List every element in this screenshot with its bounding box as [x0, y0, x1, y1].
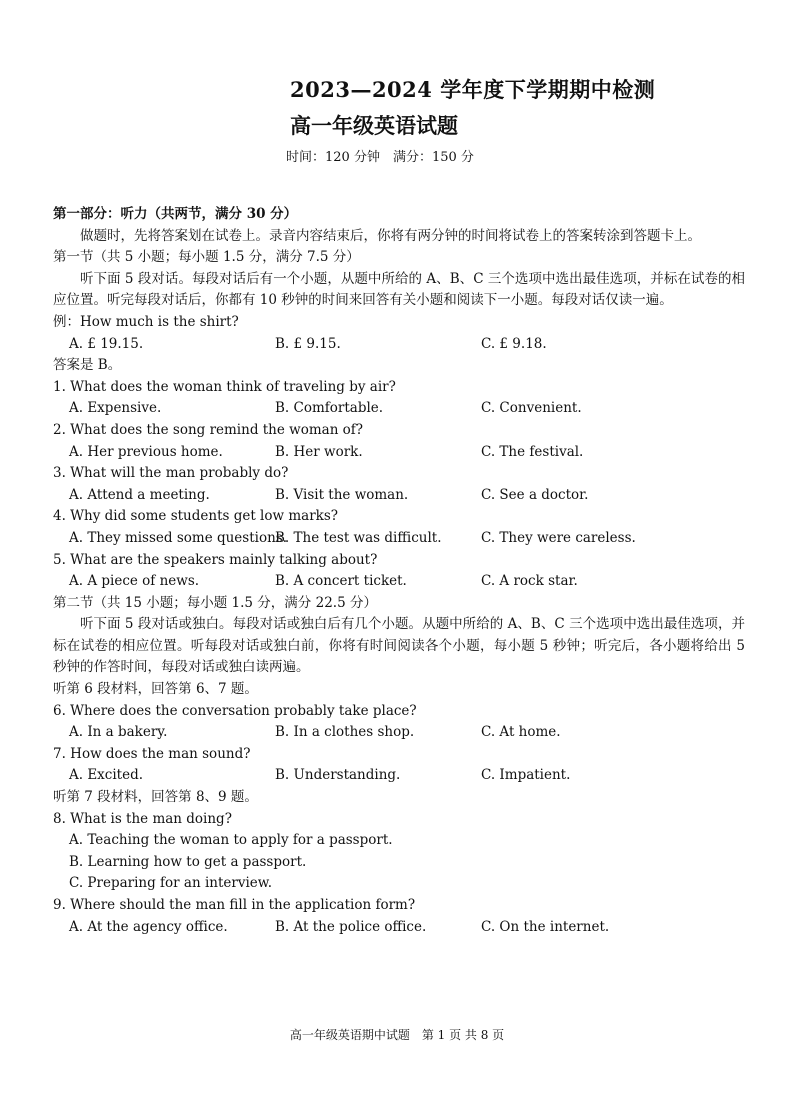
- option-c: C. At home.: [481, 724, 561, 741]
- section1-instructions: 听下面 5 段对话。每段对话后有一个小题，从题中所给的 A、B、C 三个选项中选出最佳选项，并标在试卷的相应位置。听完每段对话后，你都有 10 秒钟的时间来回答有关小题和阅读下一小题。每段对话仅读一遍。: [53, 270, 745, 309]
- option-a: A. Attend a meeting.: [69, 486, 210, 503]
- option-a: A. In a bakery.: [69, 724, 168, 741]
- option-b: B. Visit the woman.: [275, 486, 409, 503]
- option-a: A. A piece of news.: [69, 573, 200, 590]
- exam-subtitle: 高一年级英语试题: [290, 113, 458, 138]
- option-b: B. Understanding.: [275, 767, 401, 784]
- option-b: B. Learning how to get a passport.: [69, 853, 307, 870]
- question-options: [53, 442, 745, 464]
- question-options: [53, 765, 745, 787]
- question-stem: 7. How does the man sound?: [53, 745, 251, 762]
- option-a: A. Excited.: [69, 767, 144, 784]
- option-c: C. Preparing for an interview.: [69, 875, 273, 892]
- question-stem: 5. What are the speakers mainly talking about?: [53, 551, 378, 568]
- option-a: A. At the agency office.: [69, 918, 228, 935]
- part1-instructions: 做题时，先将答案划在试卷上。录音内容结束后，你将有两分钟的时间将试卷上的答案转涂到答题卡上。: [80, 227, 701, 244]
- question-stem: 1. What does the woman think of traveling by air?: [53, 378, 396, 395]
- question-stem: 4. Why did some students get low marks?: [53, 508, 338, 525]
- option-c: C. £ 9.18.: [481, 335, 547, 352]
- question-options: [53, 571, 745, 593]
- option-b: B. A concert ticket.: [275, 573, 407, 590]
- option-a: A. Her previous home.: [69, 443, 223, 460]
- option-a: A. Expensive.: [69, 400, 162, 417]
- page-footer: 高一年级英语期中试题 第 1 页 共 8 页: [289, 1028, 505, 1042]
- question-options: [53, 722, 745, 744]
- option-b: B. At the police office.: [275, 918, 427, 935]
- example-answer: 答案是 B。: [53, 357, 122, 374]
- section1-heading: 第一节（共 5 小题；每小题 1.5 分，满分 7.5 分）: [53, 249, 360, 266]
- exam-body: [53, 204, 745, 938]
- material7-label: 听第 7 段材料，回答第 8、9 题。: [53, 789, 258, 806]
- question-stem: 6. Where does the conversation probably take place?: [53, 702, 417, 719]
- option-c: C. On the internet.: [481, 918, 610, 935]
- option-a: A. They missed some questions.: [69, 529, 288, 546]
- material6-label: 听第 6 段材料，回答第 6、7 题。: [53, 681, 258, 698]
- option-c: C. They were careless.: [481, 529, 636, 546]
- exam-title: 2023—2024 学年度下学期期中检测: [290, 77, 656, 102]
- option-b: B. In a clothes shop.: [275, 724, 415, 741]
- question-options: [53, 398, 745, 420]
- section2-heading: 第二节（共 15 小题；每小题 1.5 分，满分 22.5 分）: [53, 594, 377, 611]
- section2-instructions: 听下面 5 段对话或独白。每段对话或独白后有几个小题。从题中所给的 A、B、C 三个选项中选出最佳选项，并标在试卷的相应位置。听每段对话或独白前，你将有时间阅读各个小题，每小题 5 秒钟；听完后，各小题将给出 5 秒钟的作答时间，每段对话或独白读两遍。: [53, 616, 745, 676]
- option-c: C. See a doctor.: [481, 486, 589, 503]
- question-options: [53, 528, 745, 550]
- example-options: [53, 334, 745, 356]
- question-options: [53, 917, 745, 939]
- option-b: B. The test was difficult.: [275, 529, 442, 546]
- option-a: A. £ 19.15.: [69, 335, 144, 352]
- question-options: [53, 485, 745, 507]
- part1-heading: 第一部分：听力（共两节，满分 30 分）: [53, 206, 298, 222]
- option-c: C. Impatient.: [481, 767, 571, 784]
- question-stem: 2. What does the song remind the woman of?: [53, 421, 364, 438]
- option-b: B. £ 9.15.: [275, 335, 341, 352]
- option-a: A. Teaching the woman to apply for a passport.: [69, 832, 393, 849]
- option-b: B. Comfortable.: [275, 400, 384, 417]
- example-question: 例：How much is the shirt?: [53, 313, 239, 330]
- option-b: B. Her work.: [275, 443, 363, 460]
- option-c: C. Convenient.: [481, 400, 582, 417]
- question-stem: 8. What is the man doing?: [53, 810, 232, 827]
- question-stem: 3. What will the man probably do?: [53, 465, 289, 482]
- question-stem: 9. Where should the man fill in the application form?: [53, 897, 416, 913]
- option-c: C. A rock star.: [481, 573, 578, 590]
- time-score-info: 时间：120 分钟 满分：150 分: [286, 150, 474, 165]
- option-c: C. The festival.: [481, 443, 584, 460]
